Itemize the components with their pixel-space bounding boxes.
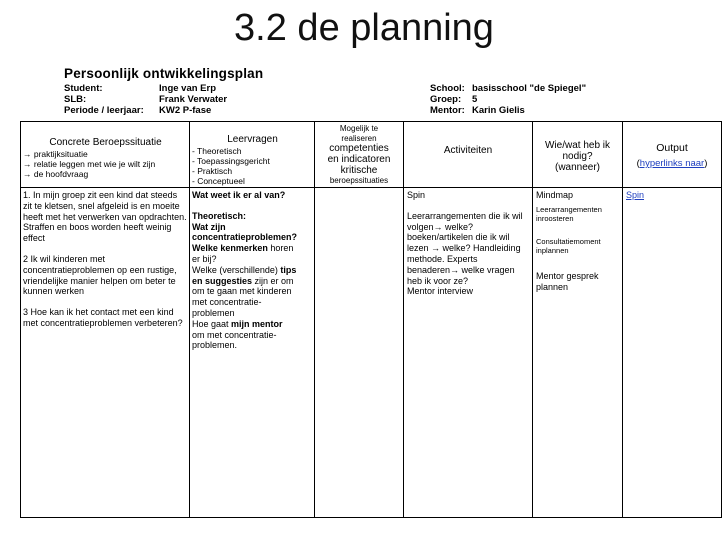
leervraag-line: problemen.: [192, 340, 238, 351]
meta-key: Mentor:: [430, 105, 465, 116]
paren-open: (: [636, 158, 640, 169]
leervraag-line: om met concentratie-: [192, 329, 277, 340]
meta-key: Periode / leerjaar:: [64, 105, 144, 116]
meta-key: School:: [430, 83, 465, 94]
leervraag-line: [192, 243, 313, 254]
slide-title: 3.2 de planning: [234, 7, 494, 49]
col-activiteiten-body: [407, 190, 531, 297]
column-divider: [532, 121, 533, 518]
col-output-body: [626, 190, 720, 201]
leervraag-text: zijn er om: [252, 275, 294, 286]
header-leervragen: [192, 135, 313, 186]
paren-close: ): [704, 158, 708, 169]
leervraag-line: Wat zijn: [192, 221, 226, 232]
header-col3-line: Mogelijk te: [339, 124, 379, 133]
header-col2-title: Leervragen: [227, 134, 278, 145]
leervraag-line: [192, 319, 313, 330]
header-col3-line: realiseren: [341, 133, 377, 143]
leervraag-bold: en suggesties: [192, 275, 253, 286]
activiteit-list: Leerarrangementen die ik wil volgen→ welke? boeken/artikelen die ik wil lezen → welke? Handleiding methode. Experts benaderen→ welke vragen heb ik voor ze?: [407, 210, 523, 286]
leervraag-text: horen: [267, 243, 294, 254]
header-col1-line: → de hoofdvraag: [23, 168, 89, 179]
header-col2-line: - Conceptueel: [192, 175, 245, 186]
wie-mentor-gesprek: Mentor gesprek plannen: [536, 270, 599, 292]
leervraag-line: er bij?: [192, 253, 217, 264]
leervraag-text: Hoe gaat: [192, 318, 232, 329]
table-top-border: [20, 121, 722, 122]
meta-value: 5: [472, 94, 478, 105]
leervraag-line: problemen: [192, 307, 235, 318]
leervraag-bold: mijn mentor: [231, 318, 283, 329]
meta-value: basisschool "de Spiegel": [472, 83, 587, 94]
meta-value: Inge van Erp: [159, 83, 217, 94]
meta-key: Groep:: [430, 94, 462, 105]
wie-mindmap: Mindmap: [536, 190, 574, 200]
table-bottom-border: [20, 517, 722, 518]
leervraag-bold: Welke kenmerken: [192, 243, 268, 254]
activiteit-spin: Spin: [407, 190, 426, 200]
leervraag-line: [192, 276, 313, 287]
question-1: 1. In mijn groep zit een kind dat steeds zit te kletsen, snel afgeleid is en moeite heeft met het verwerken van opdrachten. Straffen en boos worden heeft weinig effect: [23, 190, 187, 244]
meta-value: KW2 P-fase: [159, 105, 212, 116]
header-activiteiten: Activiteiten: [443, 145, 493, 156]
leervraag-bold: tips: [280, 264, 297, 275]
meta-value: Frank Verwater: [159, 94, 228, 105]
header-col3-line: kritische: [340, 165, 378, 176]
leervraag-line: met concentratie-: [192, 297, 262, 308]
header-col2-line: - Toepassingsgericht: [192, 155, 270, 166]
column-divider: [403, 121, 404, 518]
wie-consultatie: Consultatiemoment inplannen: [536, 236, 601, 255]
question-2: 2 Ik wil kinderen met concentratieproblemen op een rustige, vriendelijke manier helpen om beter te kunnen werken: [23, 253, 177, 297]
document-title: Persoonlijk ontwikkelingsplan: [64, 66, 264, 81]
question-3: 3 Hoe kan ik het contact met een kind met concentratieproblemen verbeteren?: [23, 307, 183, 328]
header-col1-title: Concrete Beroepssituatie: [49, 137, 162, 148]
meta-key: Student:: [64, 83, 103, 94]
column-divider: [189, 121, 190, 518]
header-wie-wat: [533, 140, 622, 173]
leervraag-line: om te gaan met kinderen: [192, 286, 292, 297]
header-col3-line: beroepssituaties: [329, 176, 389, 185]
leervraag-text: Welke (verschillende): [192, 264, 281, 275]
col-leervragen-body: [192, 190, 313, 351]
meta-value: Karin Gielis: [472, 105, 525, 116]
hyperlinks-link[interactable]: hyperlinks naar: [639, 158, 705, 169]
header-concrete-beroepssituatie: [23, 138, 188, 179]
header-col5-line: (wanneer): [554, 162, 601, 173]
header-competenties: [315, 124, 403, 186]
leervraag-line: concentratieproblemen?: [192, 232, 298, 243]
col-wie-wat-body: [536, 190, 621, 292]
header-col3-line: en indicatoren: [327, 154, 391, 165]
spacer: [407, 201, 531, 211]
header-col5-line: nodig?: [562, 151, 593, 162]
header-col2-line: - Praktisch: [192, 165, 233, 176]
header-col6-title: Output: [656, 142, 688, 154]
header-output: [623, 141, 721, 173]
table-left-border: [20, 121, 21, 518]
header-col2-line: - Theoretisch: [192, 145, 242, 156]
header-separator: [20, 187, 722, 188]
leervraag-line: Theoretisch:: [192, 210, 247, 221]
output-spin-link[interactable]: Spin: [626, 190, 645, 200]
activiteit-mentor: Mentor interview: [407, 286, 474, 297]
header-col5-line: Wie/wat heb ik: [544, 140, 611, 151]
column-divider: [622, 121, 623, 518]
header-col1-line: → praktijksituatie: [23, 148, 88, 159]
spacer: [192, 201, 313, 211]
meta-key: SLB:: [64, 94, 87, 105]
spacer: [23, 297, 187, 307]
header-col1-line: → relatie leggen met wie je wilt zijn: [23, 158, 156, 169]
header-col6-sub: [623, 155, 721, 173]
leervraag-line: [192, 265, 313, 276]
wie-leerarrangementen: Leerarrangementen inroosteren: [536, 204, 602, 223]
leervraag-line: Wat weet ik er al van?: [192, 190, 286, 200]
spacer: [23, 244, 187, 254]
table-right-border: [721, 121, 722, 518]
header-col3-line: competenties: [329, 143, 389, 154]
col-concrete-body: [23, 190, 187, 329]
